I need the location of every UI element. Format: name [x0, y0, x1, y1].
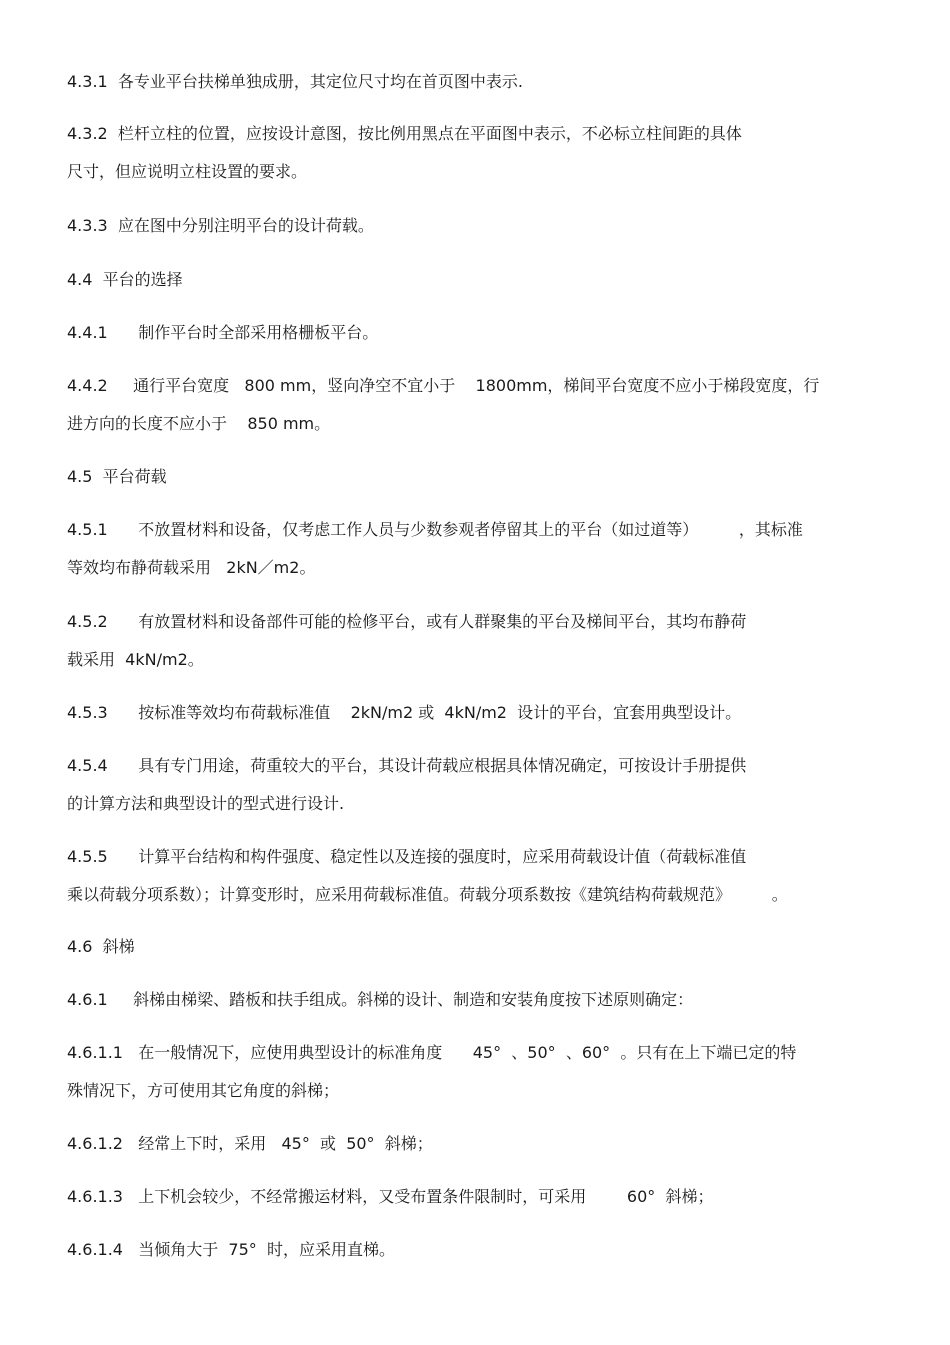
text-line: 载采用 4kN/m2。 [67, 650, 204, 669]
text-line: 4.6.1 斜梯由梯梁、踏板和扶手组成。斜梯的设计、制造和安装角度按下述原则确定： [67, 990, 694, 1009]
section-heading: 4.4 平台的选择 [67, 270, 183, 289]
text-line: 4.5.1 不放置材料和设备，仅考虑工作人员与少数参观者停留其上的平台（如过道等） ，其标准 [67, 520, 803, 539]
text-line: 等效均布静荷载采用 2kN／m2。 [67, 558, 316, 577]
text-line: 4.5.4 具有专门用途，荷重较大的平台，其设计荷载应根据具体情况确定，可按设计手册提供 [67, 756, 747, 775]
section-heading: 4.6 斜梯 [67, 937, 135, 956]
text-line: 的计算方法和典型设计的型式进行设计. [67, 794, 345, 813]
text-line: 4.3.2 栏杆立柱的位置，应按设计意图，按比例用黑点在平面图中表示，不必标立柱间距的具体 [67, 124, 742, 143]
text-line: 4.5.5 计算平台结构和构件强度、稳定性以及连接的强度时，应采用荷载设计值（荷载标准值 [67, 847, 747, 866]
section-heading: 4.5 平台荷载 [67, 467, 167, 486]
text-line: 尺寸，但应说明立柱设置的要求。 [67, 162, 308, 181]
text-line: 殊情况下，方可使用其它角度的斜梯； [67, 1081, 340, 1100]
text-line: 进方向的长度不应小于 850 mm。 [67, 414, 331, 433]
text-line: 4.6.1.2 经常上下时，采用 45° 或 50° 斜梯； [67, 1134, 433, 1153]
text-line: 4.5.2 有放置材料和设备部件可能的检修平台，或有人群聚集的平台及梯间平台，其均布静荷 [67, 612, 747, 631]
text-line: 4.3.3 应在图中分别注明平台的设计荷载。 [67, 216, 374, 235]
text-line: 4.6.1.4 当倾角大于 75° 时，应采用直梯。 [67, 1240, 395, 1259]
text-line: 4.6.1.1 在一般情况下，应使用典型设计的标准角度 45° 、50° 、60° 。只有在上下端已定的特 [67, 1043, 797, 1062]
text-line: 4.4.2 通行平台宽度 800 mm，竖向净空不宜小于 1800mm，梯间平台宽度不应小于梯段宽度，行 [67, 376, 820, 395]
text-line: 乘以荷载分项系数）；计算变形时，应采用荷载标准值。荷载分项系数按《建筑结构荷载规范》 。 [67, 885, 788, 904]
text-line: 4.6.1.3 上下机会较少，不经常搬运材料，又受布置条件限制时，可采用 60° 斜梯； [67, 1187, 714, 1206]
text-line: 4.4.1 制作平台时全部采用格栅板平台。 [67, 323, 379, 342]
text-line: 4.5.3 按标准等效均布荷载标准值 2kN/m2 或 4kN/m2 设计的平台，宜套用典型设计。 [67, 703, 742, 722]
text-line: 4.3.1 各专业平台扶梯单独成册，其定位尺寸均在首页图中表示. [67, 72, 523, 91]
